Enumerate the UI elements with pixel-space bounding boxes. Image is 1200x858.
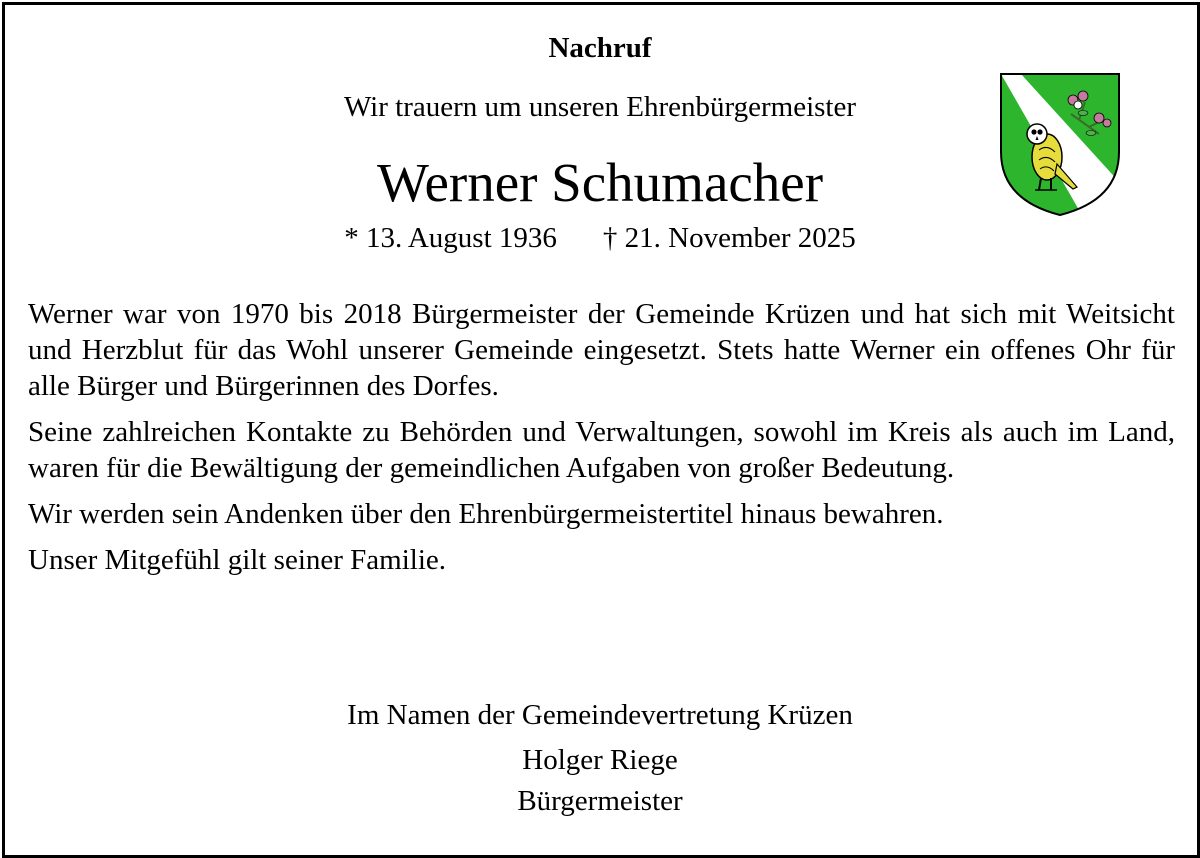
death-date: † 21. November 2025 — [602, 222, 856, 254]
deceased-name: Werner Schumacher — [376, 152, 824, 213]
signature-on-behalf: Im Namen der Gemeindevertretung Krüzen — [347, 699, 853, 731]
notice-intro: Wir trauern um unseren Ehrenbürgermeister — [343, 91, 857, 123]
birth-date: * 13. August 1936 — [344, 222, 557, 254]
body-paragraph: Seine zahlreichen Kontakte zu Behörden und Verwaltungen, sowohl im Kreis als auch im Land, waren für die Bewältigung der gemeindlichen Aufgaben von großer Bedeutung. — [28, 416, 1175, 484]
body-paragraph: Werner war von 1970 bis 2018 Bürgermeister der Gemeinde Krüzen und hat sich mit Weitsicht und Herzblut für das Wohl unserer Gemeinde eingesetzt. Stets hatte Werner ein offenes Ohr für alle Bürger und Bürgerinnen des Dorfes. — [28, 298, 1175, 402]
body-paragraph: Unser Mitgefühl gilt seiner Familie. — [28, 544, 447, 576]
coat-of-arms-icon — [999, 72, 1121, 217]
signer-role: Bürgermeister — [517, 785, 683, 817]
notice-heading: Nachruf — [548, 32, 652, 64]
notice-body — [28, 296, 1175, 588]
signer-name: Holger Riege — [522, 744, 678, 776]
life-dates — [0, 220, 1200, 256]
body-paragraph: Wir werden sein Andenken über den Ehrenbürgermeistertitel hinaus bewahren. — [28, 498, 944, 530]
